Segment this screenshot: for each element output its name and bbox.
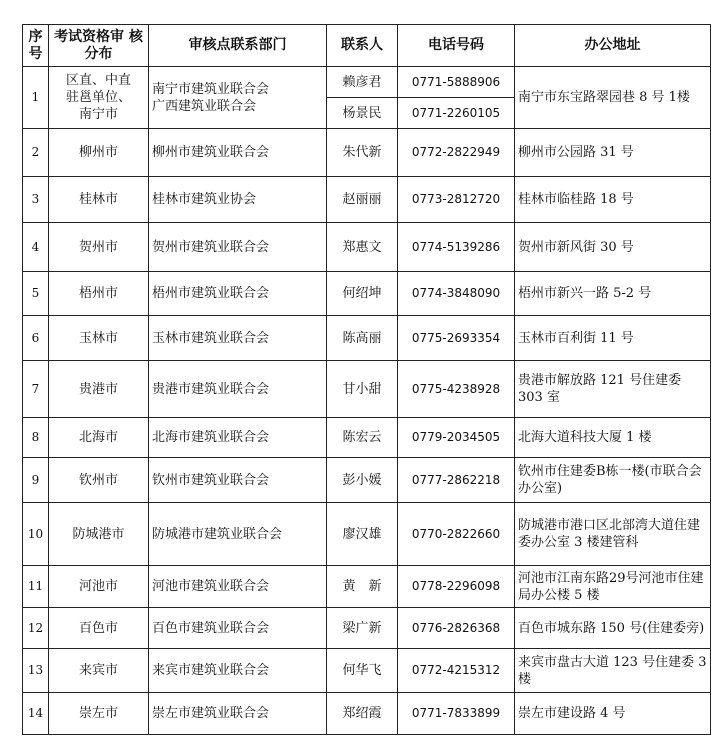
table-row [23, 649, 711, 693]
table-row [23, 223, 711, 272]
row-number: 7 [23, 361, 49, 418]
row-phone: 0777-2862218 [398, 458, 515, 503]
row-address: 百色市城东路 150 号(住建委旁) [515, 608, 711, 649]
table-row [23, 503, 711, 566]
row-contact: 廖汉雄 [327, 503, 398, 566]
row-phone: 0773-2812720 [398, 177, 515, 223]
table-row [23, 177, 711, 223]
header-contact: 联系人 [327, 25, 398, 67]
row-dept: 崇左市建筑业联合会 [149, 693, 327, 735]
row-number: 14 [23, 693, 49, 735]
row-number: 13 [23, 649, 49, 693]
row-number: 9 [23, 458, 49, 503]
row-contact: 何华飞 [327, 649, 398, 693]
row-contact: 赵丽丽 [327, 177, 398, 223]
header-phone: 电话号码 [398, 25, 515, 67]
row-number: 3 [23, 177, 49, 223]
row-phone: 0774-3848090 [398, 272, 515, 316]
row-region: 河池市 [49, 566, 149, 608]
table-row [23, 129, 711, 177]
row-phone: 0779-2034505 [398, 418, 515, 458]
row-region: 贺州市 [49, 223, 149, 272]
row-region: 北海市 [49, 418, 149, 458]
row-contact: 梁广新 [327, 608, 398, 649]
row-dept: 北海市建筑业联合会 [149, 418, 327, 458]
row-region: 梧州市 [49, 272, 149, 316]
row-contact-secondary: 杨景民 [327, 98, 398, 129]
row-contact: 赖彦君 [327, 67, 398, 98]
row-dept: 钦州市建筑业联合会 [149, 458, 327, 503]
row-address: 来宾市盘古大道 123 号住建委 3 楼 [515, 649, 711, 693]
table-row [23, 272, 711, 316]
row-phone: 0775-2693354 [398, 316, 515, 361]
row-region: 钦州市 [49, 458, 149, 503]
row-dept: 梧州市建筑业联合会 [149, 272, 327, 316]
row-dept: 防城港市建筑业联合会 [149, 503, 327, 566]
row-address: 防城港市港口区北部湾大道住建委办公室 3 楼建管科 [515, 503, 711, 566]
row-region: 玉林市 [49, 316, 149, 361]
header-dept: 审核点联系部门 [149, 25, 327, 67]
row-region: 防城港市 [49, 503, 149, 566]
row-address: 钦州市住建委B栋一楼(市联合会办公室) [515, 458, 711, 503]
row-dept: 河池市建筑业联合会 [149, 566, 327, 608]
row-dept: 玉林市建筑业联合会 [149, 316, 327, 361]
row-dept: 贺州市建筑业联合会 [149, 223, 327, 272]
row-contact: 甘小甜 [327, 361, 398, 418]
row-region: 区直、中直 驻邕单位、 南宁市 [49, 67, 149, 129]
table-row [23, 693, 711, 735]
row-address: 南宁市东宝路翠园巷 8 号 1楼 [515, 67, 711, 129]
header-region: 考试资格审 核分布 [49, 25, 149, 67]
row-address: 崇左市建设路 4 号 [515, 693, 711, 735]
row-address: 梧州市新兴一路 5-2 号 [515, 272, 711, 316]
table-row [23, 566, 711, 608]
row-region: 桂林市 [49, 177, 149, 223]
row-number: 1 [23, 67, 49, 129]
row-phone: 0771-5888906 [398, 67, 515, 98]
header-address: 办公地址 [515, 25, 711, 67]
row-dept: 桂林市建筑业协会 [149, 177, 327, 223]
row-phone: 0772-2822949 [398, 129, 515, 177]
table-row [23, 67, 711, 98]
row-address: 北海大道科技大厦 1 楼 [515, 418, 711, 458]
table-row [23, 458, 711, 503]
row-address: 贺州市新风街 30 号 [515, 223, 711, 272]
table-row [23, 608, 711, 649]
row-dept: 柳州市建筑业联合会 [149, 129, 327, 177]
row-number: 10 [23, 503, 49, 566]
row-contact: 黄 新 [327, 566, 398, 608]
row-address: 柳州市公园路 31 号 [515, 129, 711, 177]
row-contact: 彭小媛 [327, 458, 398, 503]
row-region: 柳州市 [49, 129, 149, 177]
row-phone: 0775-4238928 [398, 361, 515, 418]
header-seq: 序 号 [23, 25, 49, 67]
row-number: 6 [23, 316, 49, 361]
table-row [23, 316, 711, 361]
row-phone-secondary: 0771-2260105 [398, 98, 515, 129]
row-address: 贵港市解放路 121 号住建委 303 室 [515, 361, 711, 418]
row-contact: 陈高丽 [327, 316, 398, 361]
row-contact: 朱代新 [327, 129, 398, 177]
row-region: 崇左市 [49, 693, 149, 735]
row-number: 12 [23, 608, 49, 649]
row-phone: 0772-4215312 [398, 649, 515, 693]
row-phone: 0771-7833899 [398, 693, 515, 735]
row-phone: 0778-2296098 [398, 566, 515, 608]
row-region: 来宾市 [49, 649, 149, 693]
row-address: 玉林市百利街 11 号 [515, 316, 711, 361]
row-dept: 来宾市建筑业联合会 [149, 649, 327, 693]
row-contact: 陈宏云 [327, 418, 398, 458]
row-contact: 何绍坤 [327, 272, 398, 316]
table-row [23, 361, 711, 418]
contact-table [22, 24, 711, 735]
row-phone: 0770-2822660 [398, 503, 515, 566]
row-phone: 0774-5139286 [398, 223, 515, 272]
row-number: 4 [23, 223, 49, 272]
row-contact: 郑绍霞 [327, 693, 398, 735]
row-region: 贵港市 [49, 361, 149, 418]
row-address: 河池市江南东路29号河池市住建局办公楼 5 楼 [515, 566, 711, 608]
row-dept: 南宁市建筑业联合会 广西建筑业联合会 [149, 67, 327, 129]
row-dept: 贵港市建筑业联合会 [149, 361, 327, 418]
row-number: 5 [23, 272, 49, 316]
row-phone: 0776-2826368 [398, 608, 515, 649]
row-dept: 百色市建筑业联合会 [149, 608, 327, 649]
row-number: 8 [23, 418, 49, 458]
row-number: 2 [23, 129, 49, 177]
table-row [23, 418, 711, 458]
row-number: 11 [23, 566, 49, 608]
row-region: 百色市 [49, 608, 149, 649]
header-row [23, 25, 711, 67]
row-address: 桂林市临桂路 18 号 [515, 177, 711, 223]
row-contact: 郑惠文 [327, 223, 398, 272]
